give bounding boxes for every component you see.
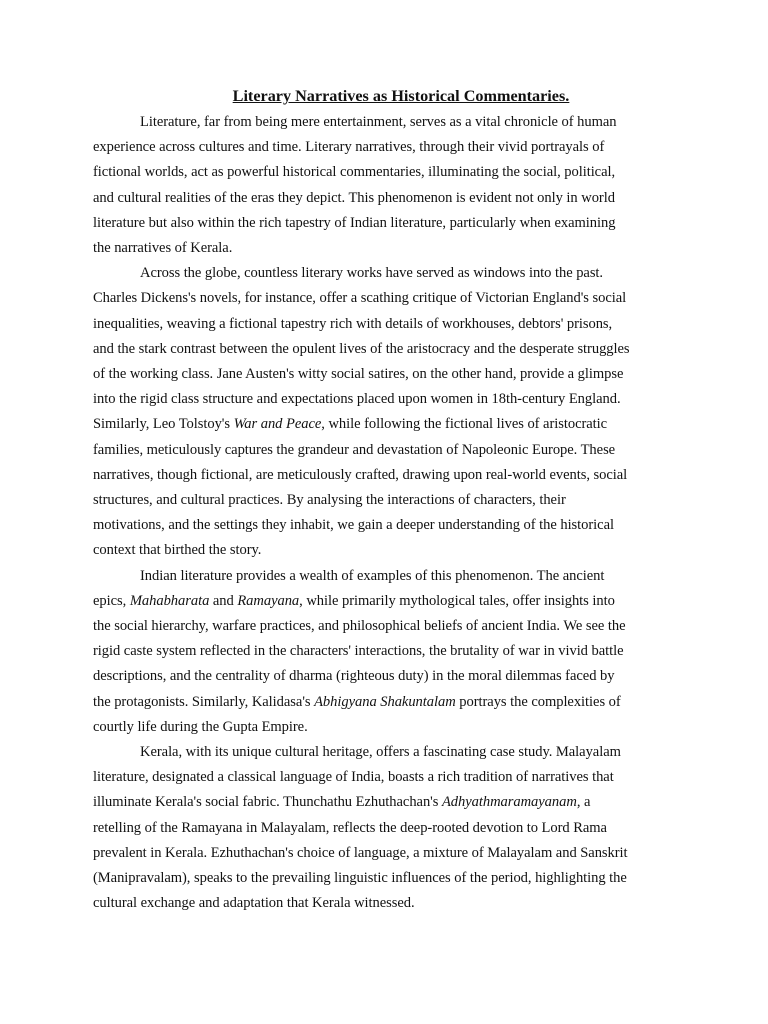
text-segment: , a — [576, 794, 591, 811]
paragraph-line: inequalities, weaving a fictional tapestry rich with details of workhouses, debtors' prisons, — [93, 315, 613, 332]
paragraph-line: retelling of the Ramayana in Malayalam, reflects the deep-rooted devotion to Lord Rama — [93, 819, 607, 836]
paragraph-line-with-italic — [93, 412, 671, 437]
paragraph-line: into the rigid class structure and expectations placed upon women in 18th-century England. — [93, 391, 621, 408]
document-page — [93, 86, 671, 917]
paragraph-line: of the working class. Jane Austen's witty social satires, on the other hand, provide a glimpse — [93, 366, 624, 383]
paragraph-line: rigid caste system reflected in the characters' interactions, the brutality of war in vivid battle — [93, 643, 624, 660]
paragraph-line: literature, designated a classical language of India, boasts a rich tradition of narratives that — [93, 769, 614, 786]
paragraph-line: narratives, though fictional, are meticulously crafted, drawing upon real-world events, social — [93, 466, 628, 483]
book-title-adhyathmaramayanam: Adhyathmaramayanam — [441, 794, 577, 811]
book-title-ramayana: Ramayana — [237, 592, 300, 609]
text-segment: and — [209, 592, 238, 609]
paragraph-line: courtly life during the Gupta Empire. — [93, 718, 308, 735]
paragraph-line: the narratives of Kerala. — [93, 240, 233, 257]
paragraph-2 — [93, 261, 671, 563]
book-title-war-and-peace: War and Peace — [233, 416, 322, 433]
paragraph-line: descriptions, and the centrality of dharma (righteous duty) in the moral dilemmas faced by — [93, 668, 615, 685]
paragraph-3 — [93, 564, 671, 740]
text-segment: the protagonists. Similarly, Kalidasa's — [93, 693, 315, 710]
paragraph-4 — [93, 740, 671, 916]
paragraph-line: prevalent in Kerala. Ezhuthachan's choice of language, a mixture of Malayalam and Sanskrit — [93, 844, 628, 861]
text-segment: epics, — [93, 592, 130, 609]
paragraph-line: the social hierarchy, warfare practices, and philosophical beliefs of ancient India. We see the — [93, 618, 626, 635]
text-segment: portrays the complexities of — [455, 693, 621, 710]
paragraph-line: Kerala, with its unique cultural heritage, offers a fascinating case study. Malayalam — [140, 744, 621, 761]
paragraph-line: literature but also within the rich tapestry of Indian literature, particularly when examining — [93, 214, 616, 231]
text-segment: , while following the fictional lives of aristocratic — [321, 416, 608, 433]
paragraph-line: Across the globe, countless literary works have served as windows into the past. — [140, 265, 604, 282]
paragraph-line: and the stark contrast between the opulent lives of the aristocracy and the desperate struggles — [93, 340, 630, 357]
paragraph-line: cultural exchange and adaptation that Kerala witnessed. — [93, 895, 415, 912]
paragraph-line-with-italic — [93, 790, 671, 815]
text-segment: illuminate Kerala's social fabric. Thunchathu Ezhuthachan's — [93, 794, 442, 811]
paragraph-line: fictional worlds, act as powerful historical commentaries, illuminating the social, political, — [93, 164, 616, 181]
paragraph-line: Literature, far from being mere entertainment, serves as a vital chronicle of human — [140, 114, 617, 130]
paragraph-line: structures, and cultural practices. By analysing the interactions of characters, their — [93, 492, 566, 509]
text-segment: , while primarily mythological tales, offer insights into — [299, 592, 615, 609]
paragraph-line: motivations, and the settings they inhabit, we gain a deeper understanding of the historical — [93, 517, 614, 534]
paragraph-line-with-italic — [93, 589, 671, 614]
book-title-mahabharata: Mahabharata — [129, 592, 210, 609]
paragraph-line: and cultural realities of the eras they depict. This phenomenon is evident not only in world — [93, 189, 615, 206]
book-title-abhigyana-shakuntalam: Abhigyana Shakuntalam — [314, 693, 456, 710]
paragraph-1 — [93, 110, 671, 261]
paragraph-line: families, meticulously captures the grandeur and devastation of Napoleonic Europe. These — [93, 441, 616, 458]
paragraph-line: experience across cultures and time. Literary narratives, through their vivid portrayals of — [93, 139, 605, 156]
paragraph-line: Charles Dickens's novels, for instance, offer a scathing critique of Victorian England's social — [93, 290, 627, 307]
paragraph-line: context that birthed the story. — [93, 542, 262, 559]
paragraph-line-with-italic — [93, 690, 671, 715]
text-segment: Similarly, Leo Tolstoy's — [93, 416, 234, 433]
document-title: Literary Narratives as Historical Commentaries. — [232, 87, 570, 105]
paragraph-line: (Manipravalam), speaks to the prevailing linguistic influences of the period, highlighting the — [93, 870, 627, 887]
paragraph-line: Indian literature provides a wealth of examples of this phenomenon. The ancient — [140, 567, 605, 584]
